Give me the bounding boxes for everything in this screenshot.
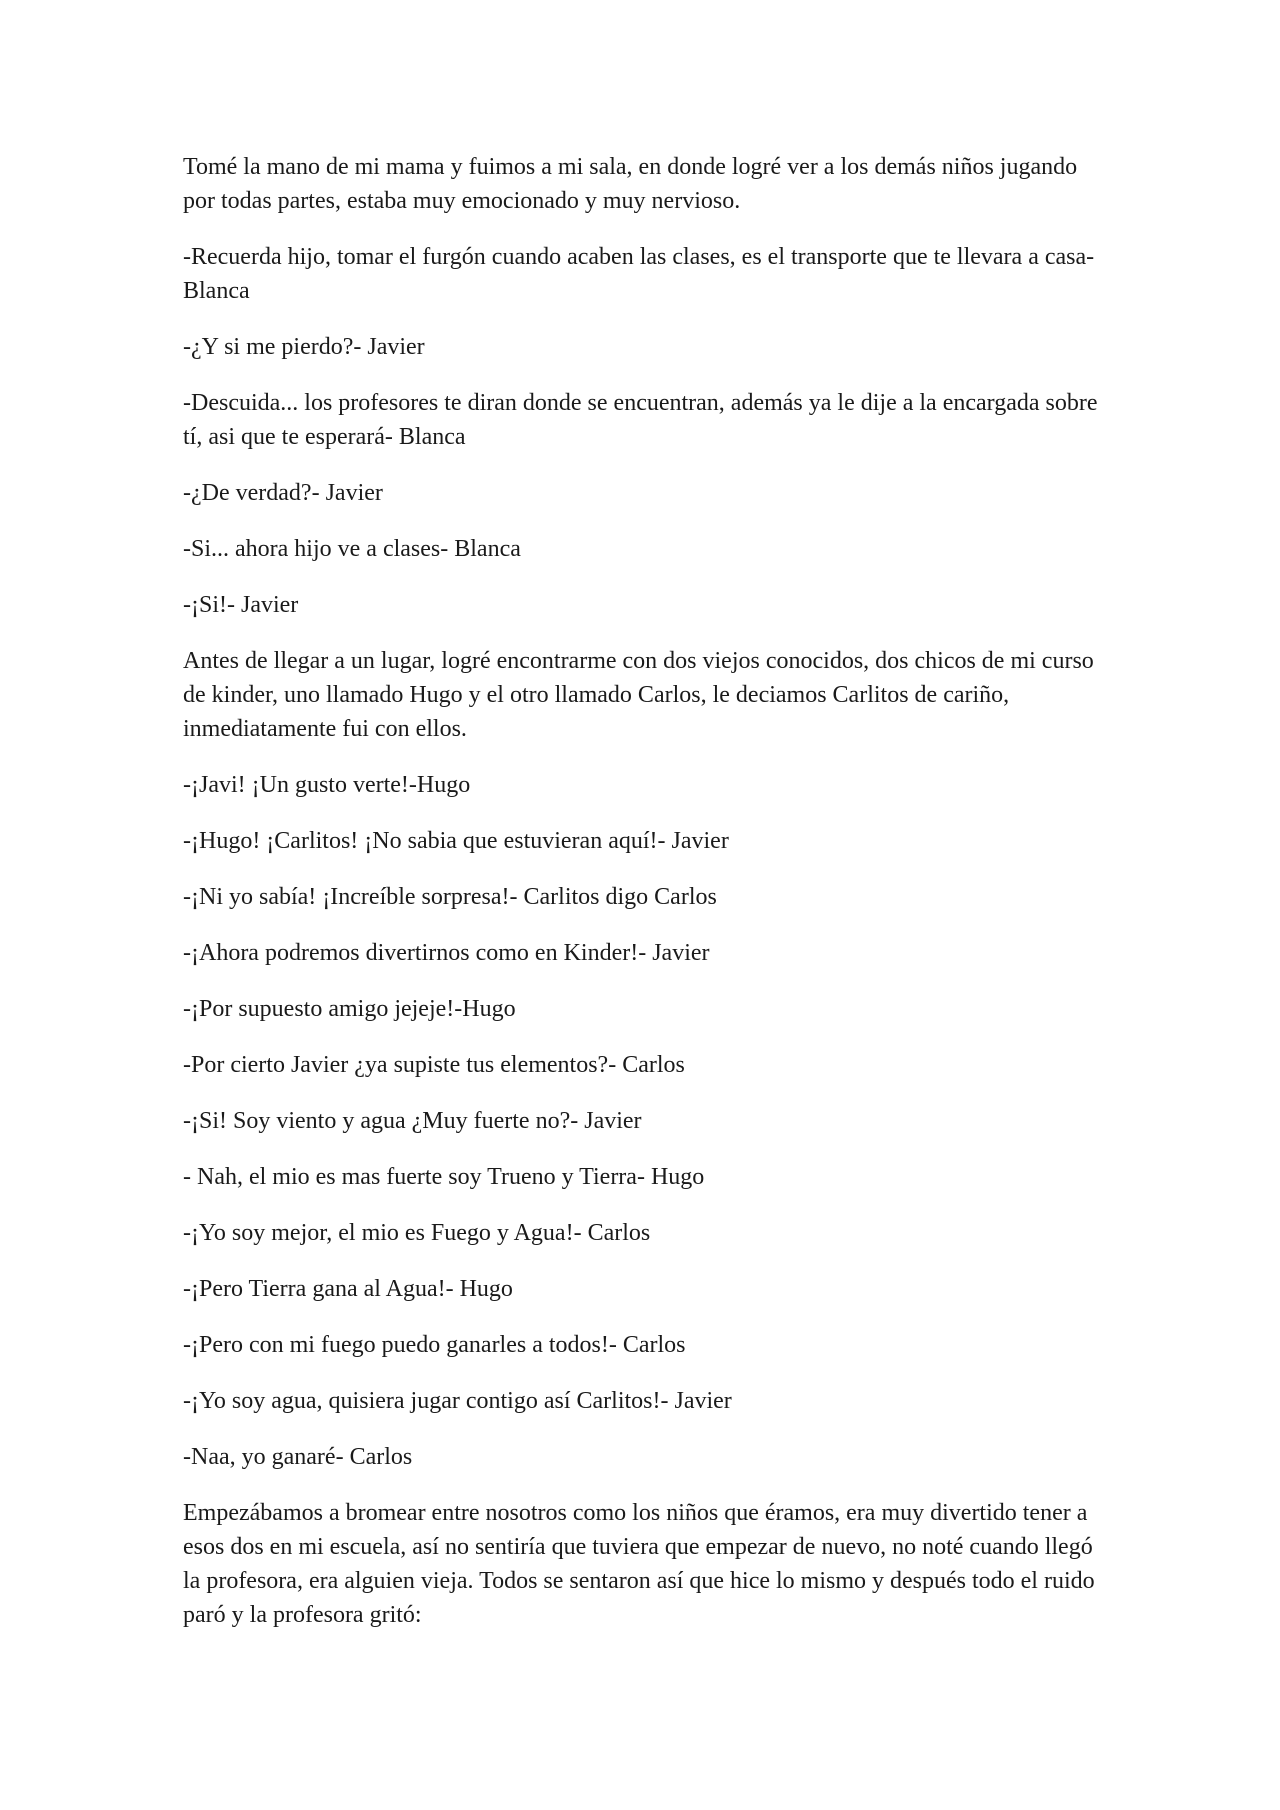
paragraph: -Descuida... los profesores te diran donde se encuentran, además ya le dije a la encargada sobre tí, asi que te esperará- Blanca (183, 390, 1098, 450)
paragraph: Tomé la mano de mi mama y fuimos a mi sala, en donde logré ver a los demás niños jugando por todas partes, estaba muy emocionado y muy nervioso. (183, 154, 1078, 214)
paragraph: -¡Pero con mi fuego puedo ganarles a todos!- Carlos (183, 1332, 686, 1358)
paragraph: -¡Si! Soy viento y agua ¿Muy fuerte no?- Javier (183, 1108, 642, 1134)
paragraph: -¡Pero Tierra gana al Agua!- Hugo (183, 1276, 513, 1302)
paragraph: -¿Y si me pierdo?- Javier (183, 334, 425, 360)
paragraph: - Nah, el mio es mas fuerte soy Trueno y Tierra- Hugo (183, 1164, 705, 1190)
paragraph: Antes de llegar a un lugar, logré encontrarme con dos viejos conocidos, dos chicos de mi curso de kinder, uno llamado Hugo y el otro llamado Carlos, le deciamos Carlitos de cariño, inmediatamente fui con ellos. (183, 648, 1094, 742)
paragraph: -Naa, yo ganaré- Carlos (183, 1444, 413, 1470)
paragraph: -¡Ni yo sabía! ¡Increíble sorpresa!- Carlitos digo Carlos (183, 884, 717, 910)
paragraph: -¡Yo soy mejor, el mio es Fuego y Agua!- Carlos (183, 1220, 651, 1246)
paragraph: -Por cierto Javier ¿ya supiste tus elementos?- Carlos (183, 1052, 685, 1078)
paragraph: -¡Yo soy agua, quisiera jugar contigo así Carlitos!- Javier (183, 1388, 732, 1414)
paragraph: -¡Hugo! ¡Carlitos! ¡No sabia que estuvieran aquí!- Javier (183, 828, 729, 854)
paragraph: -¡Ahora podremos divertirnos como en Kinder!- Javier (183, 940, 710, 966)
paragraph: -Si... ahora hijo ve a clases- Blanca (183, 536, 521, 562)
paragraph: Empezábamos a bromear entre nosotros como los niños que éramos, era muy divertido tener a esos dos en mi escuela, así no sentiría que tuviera que empezar de nuevo, no noté cuando llegó la profesora, era alguien vieja. Todos se sentaron así que hice lo mismo y después todo el ruido paró y la profesora gritó: (183, 1500, 1095, 1628)
paragraph: -¡Javi! ¡Un gusto verte!-Hugo (183, 772, 471, 798)
paragraph: -¡Si!- Javier (183, 592, 299, 618)
document-body (183, 150, 1103, 1654)
paragraph: -Recuerda hijo, tomar el furgón cuando acaben las clases, es el transporte que te llevara a casa- Blanca (183, 244, 1095, 304)
paragraph: -¿De verdad?- Javier (183, 480, 383, 506)
paragraph: -¡Por supuesto amigo jejeje!-Hugo (183, 996, 516, 1022)
